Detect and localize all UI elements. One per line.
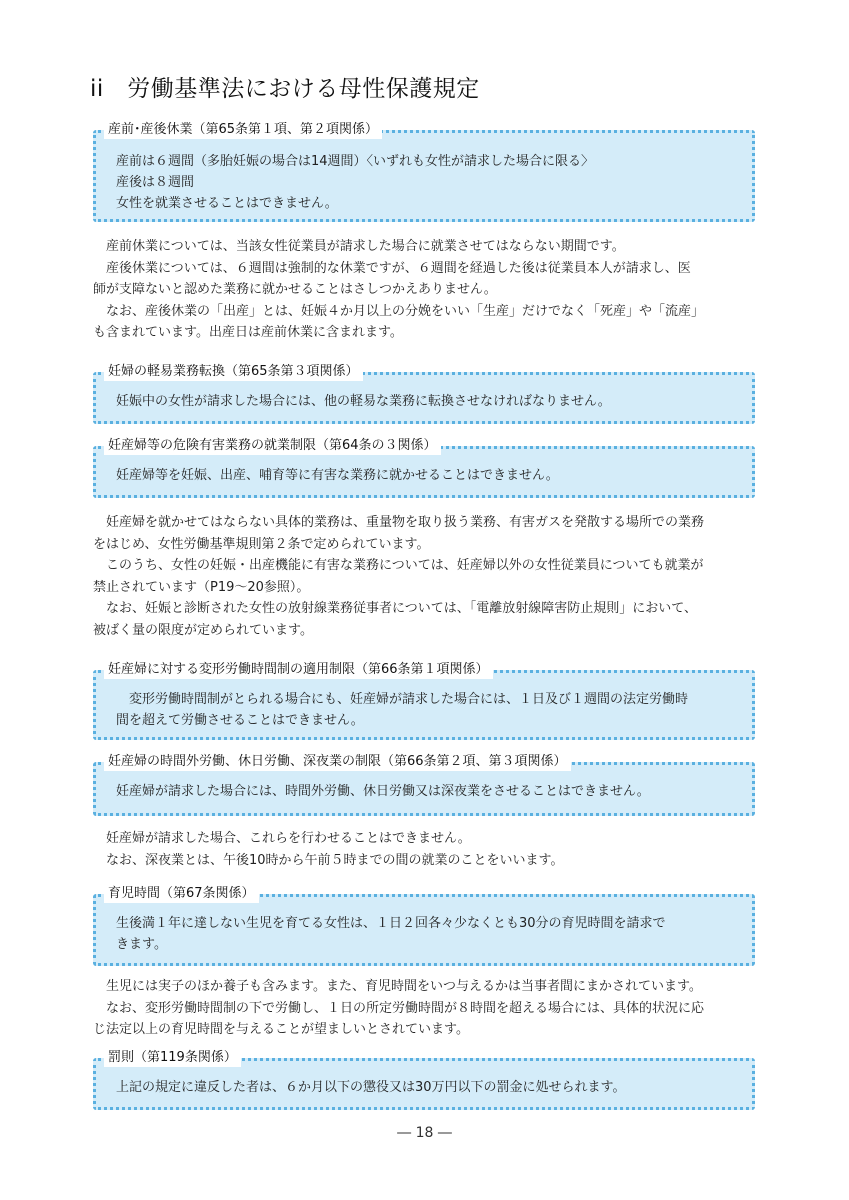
info-box-maternity-leave [93,122,755,222]
note-line: 妊産婦が請求した場合、これらを行わせることはできません。 [93,831,471,846]
notes-maternity-leave [93,236,765,344]
note-line: なお、深夜業とは、午後10時から午前５時までの間の就業のことをいいます。 [93,852,564,868]
box-line: 妊産婦が請求した場合には、時間外労働、休日労働又は深夜業をさせることはできません。 [116,784,650,799]
box-line: 妊娠中の女性が請求した場合には、他の軽易な業務に転換させなければなりません。 [116,394,611,409]
box-line: 産後は８週間 [116,175,195,190]
note-line: なお、変形労働時間制の下で労働し、１日の所定労働時間が８時間を超える場合には、具体的状況に応 [93,1000,705,1016]
box-label: 妊産婦に対する変形労働時間制の適用制限（第66条第１項関係） [104,661,493,679]
note-line: 産前休業については、当該女性従業員が請求した場合に就業させてはならない期間です。 [93,239,625,254]
box-line: 産前は６週間（多胎妊娠の場合は14週間）〈いずれも女性が請求した場合に限る〉 [116,154,595,169]
box-line: 変形労働時間制がとられる場合にも、妊産婦が請求した場合には、１日及び１週間の法定労働時 [116,692,689,707]
box-line: 上記の規定に違反した者は、６か月以下の懲役又は30万円以下の罰金に処せられます。 [116,1080,626,1095]
box-line: 女性を就業させることはできません。 [116,196,338,211]
box-label: 妊婦の軽易業務転換（第65条第３項関係） [104,363,363,381]
notes-childcare-time [93,976,765,1041]
notes-hazardous-work [93,512,765,641]
box-label: 罰則（第119条関係） [104,1049,241,1067]
box-label: 育児時間（第67条関係） [104,885,259,903]
info-box-variable-hours [93,662,755,740]
note-line: 生児には実子のほか養子も含みます。また、育児時間をいつ与えるかは当事者間にまかされています。 [93,979,702,994]
info-box-light-work [93,364,755,424]
info-box-hazardous-work [93,438,755,498]
box-label: 妊産婦等の危険有害業務の就業制限（第64条の３関係） [104,437,441,455]
note-line: 禁止されています（P19〜20参照）。 [93,579,310,595]
box-line: 生後満１年に達しない生児を育てる女性は、１日２回各々少なくとも30分の育児時間を請求で [116,916,666,931]
note-line: 産後休業については、６週間は強制的な休業ですが、６週間を経過した後は従業員本人が請求し、医 [93,260,691,276]
box-line: 妊産婦等を妊娠、出産、哺育等に有害な業務に就かせることはできません。 [116,468,559,483]
page-title: ii 労働基準法における母性保護規定 [90,76,480,102]
note-line: 師が支障ないと認めた業務に就かせることはさしつかえありません。 [93,282,497,297]
note-line: をはじめ、女性労働基準規則第２条で定められています。 [93,536,430,552]
box-line: 間を超えて労働させることはできません。 [116,713,364,728]
note-line: じ法定以上の育児時間を与えることが望ましいとされています。 [93,1022,469,1037]
note-line: このうち、女性の妊娠・出産機能に有害な業務については、妊産婦以外の女性従業員についても就業が [93,558,704,573]
note-line: 被ばく量の限度が定められています。 [93,622,313,638]
note-line: も含まれています。出産日は産前休業に含まれます。 [93,325,403,340]
info-box-overtime-limits [93,754,755,816]
info-box-penalties [93,1050,755,1110]
notes-overtime-limits [93,828,765,871]
note-line: なお、妊娠と診断された女性の放射線業務従事者については、「電離放射線障害防止規則」において、 [93,601,697,616]
box-label: 産前･産後休業（第65条第１項、第２項関係） [104,121,382,139]
box-label: 妊産婦の時間外労働、休日労働、深夜業の制限（第66条第２項、第３項関係） [104,753,571,771]
page-number: ― 18 ― [397,1125,452,1141]
note-line: 妊産婦を就かせてはならない具体的業務は、重量物を取り扱う業務、有害ガスを発散する場所での業務 [93,515,705,530]
box-line: きます。 [116,937,167,952]
note-line: なお、産後休業の「出産」とは、妊娠４か月以上の分娩をいい「生産」だけでなく「死産」や「流産」 [93,303,705,319]
info-box-childcare-time [93,886,755,966]
